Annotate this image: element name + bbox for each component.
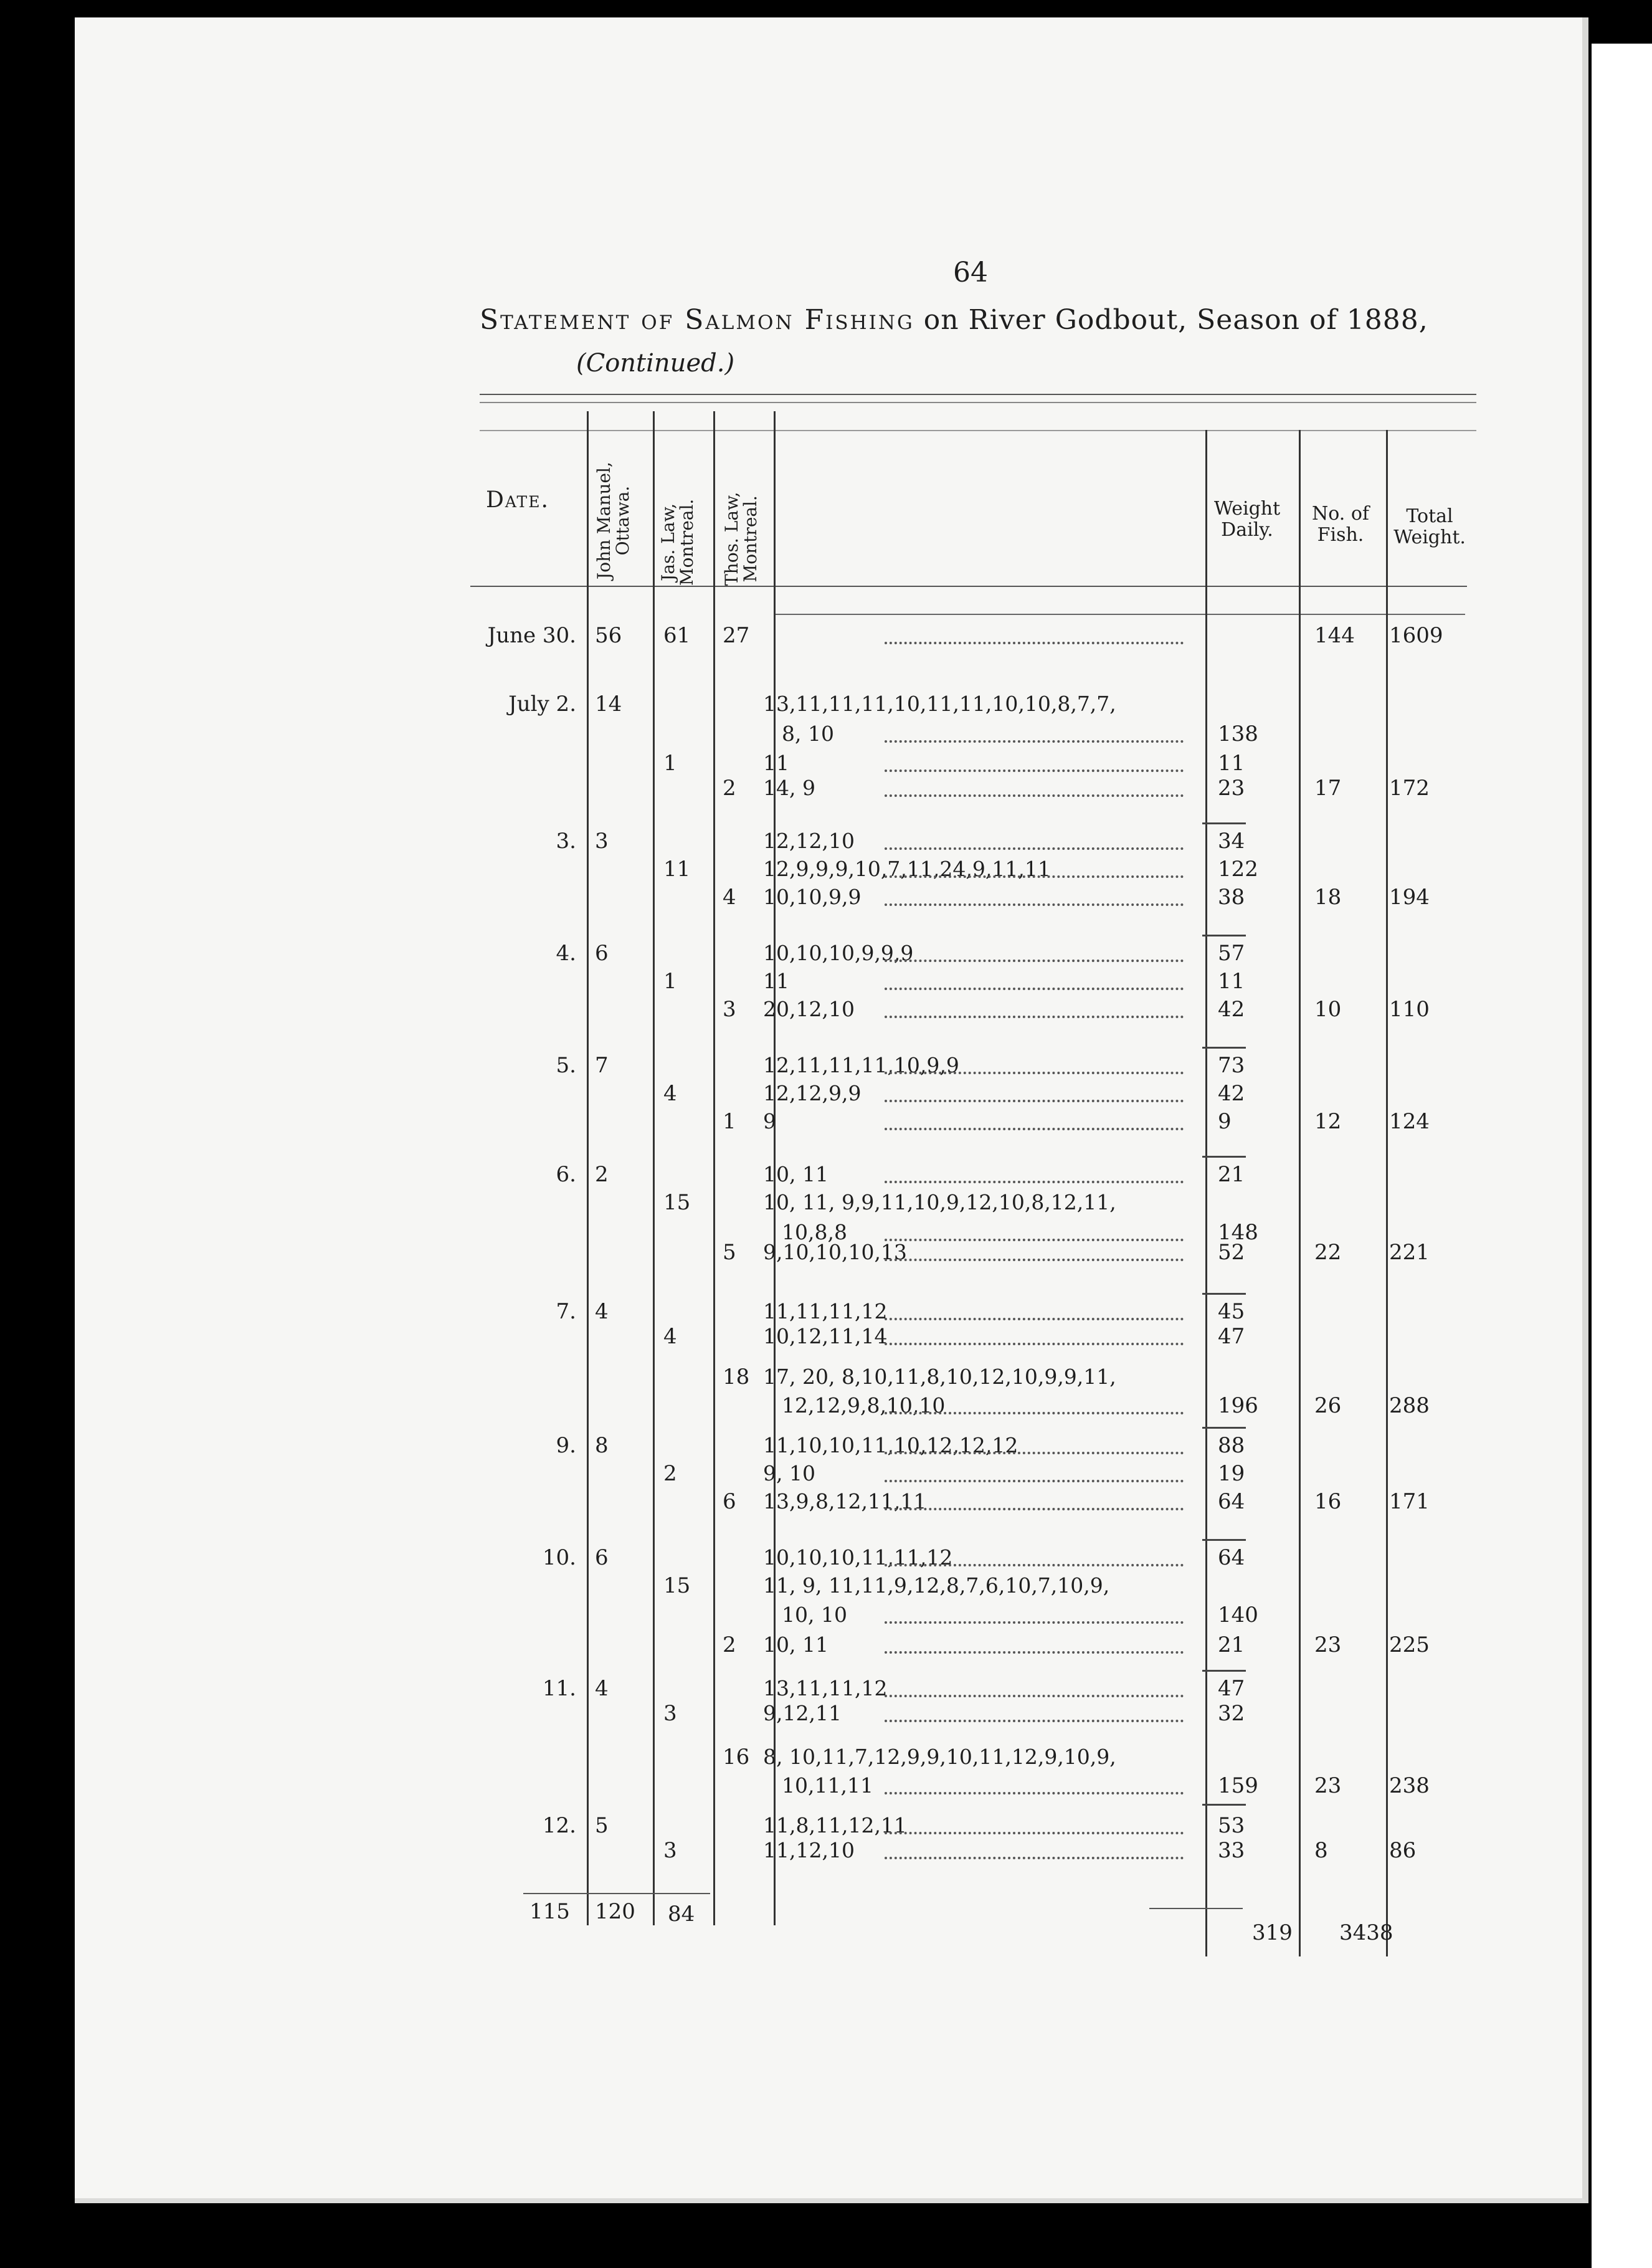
row-weights: 11,11,11,12 bbox=[763, 1299, 888, 1323]
header-thos-law bbox=[723, 492, 760, 586]
dot-leader bbox=[885, 1621, 1184, 1624]
row-weights: 12,11,11,11,10,9,9 bbox=[763, 1053, 959, 1077]
row-no-of-fish: 144 bbox=[1314, 623, 1355, 648]
row-weights: 14, 9 bbox=[763, 776, 815, 800]
dot-leader bbox=[885, 1412, 1184, 1414]
dot-leader bbox=[885, 1832, 1184, 1834]
col-rule-1 bbox=[587, 411, 589, 1925]
row-jas-law: 15 bbox=[663, 1573, 691, 1598]
row-jas-law: 61 bbox=[663, 623, 691, 648]
row-john-manuel: 6 bbox=[595, 941, 609, 966]
row-no-of-fish: 18 bbox=[1314, 885, 1342, 910]
col-rule-2 bbox=[653, 411, 655, 1925]
dot-leader bbox=[885, 875, 1184, 878]
row-no-of-fish: 23 bbox=[1314, 1773, 1342, 1798]
row-thos-law: 18 bbox=[723, 1365, 750, 1389]
header-weight-daily bbox=[1210, 498, 1284, 541]
col-rule-7 bbox=[1386, 430, 1388, 1956]
row-weight-daily: 11 bbox=[1218, 969, 1245, 994]
row-weight-daily: 9 bbox=[1218, 1109, 1232, 1134]
dot-leader bbox=[885, 1318, 1184, 1320]
row-weight-daily: 45 bbox=[1218, 1299, 1245, 1324]
row-no-of-fish: 22 bbox=[1314, 1240, 1342, 1265]
row-date: 4. bbox=[556, 941, 576, 966]
row-jas-law: 4 bbox=[663, 1324, 677, 1349]
header-weight-daily-line2: Daily. bbox=[1221, 519, 1273, 541]
row-weights: 8, 10,11,7,12,9,9,10,11,12,9,10,9, bbox=[763, 1745, 1116, 1769]
row-weights-cont: 10, 10 bbox=[782, 1603, 847, 1627]
row-date: 7. bbox=[556, 1299, 576, 1324]
row-weights: 17, 20, 8,10,11,8,10,12,10,9,9,11, bbox=[763, 1365, 1116, 1389]
header-jas-law-line1: Jas. Law, bbox=[658, 503, 678, 581]
row-john-manuel: 4 bbox=[595, 1299, 609, 1324]
dot-leader bbox=[885, 1128, 1184, 1130]
title-part-2: on River Godbout, Season of 1888, bbox=[923, 304, 1428, 336]
row-thos-law: 16 bbox=[723, 1745, 750, 1770]
group-separator bbox=[1202, 935, 1246, 936]
row-total-weight: 110 bbox=[1389, 997, 1430, 1022]
page-number: 64 bbox=[953, 257, 988, 288]
row-weights: 10,12,11,14 bbox=[763, 1324, 888, 1348]
row-jas-law: 4 bbox=[663, 1081, 677, 1106]
row-weights: 11,12,10 bbox=[763, 1838, 855, 1862]
row-weight-daily: 34 bbox=[1218, 829, 1245, 854]
dot-leader bbox=[885, 1181, 1184, 1183]
row-jas-law: 11 bbox=[663, 857, 691, 882]
row-no-of-fish: 23 bbox=[1314, 1632, 1342, 1657]
row-thos-law: 2 bbox=[723, 1632, 736, 1657]
row-total-weight: 1609 bbox=[1389, 623, 1443, 648]
row-weight-daily: 21 bbox=[1218, 1632, 1245, 1657]
row-no-of-fish: 26 bbox=[1314, 1393, 1342, 1418]
row-total-weight: 86 bbox=[1389, 1838, 1417, 1863]
dot-leader bbox=[885, 1100, 1184, 1102]
dot-leader bbox=[885, 1651, 1184, 1654]
row-weight-daily: 42 bbox=[1218, 997, 1245, 1022]
row-jas-law: 3 bbox=[663, 1701, 677, 1726]
row-weights: 11,8,11,12,11 bbox=[763, 1813, 907, 1837]
top-rule bbox=[480, 394, 1476, 395]
row-thos-law: 3 bbox=[723, 997, 736, 1022]
dot-leader bbox=[885, 1016, 1184, 1018]
row-weights: 9, 10 bbox=[763, 1461, 815, 1485]
row-weights: 10,10,10,9,9,9 bbox=[763, 941, 914, 965]
row-weights: 13,9,8,12,11,11 bbox=[763, 1489, 927, 1513]
dot-leader bbox=[885, 770, 1184, 772]
row-jas-law: 2 bbox=[663, 1461, 677, 1486]
top-rule-2 bbox=[480, 402, 1476, 403]
row-weight-daily: 159 bbox=[1218, 1773, 1258, 1798]
header-john-manuel bbox=[595, 462, 632, 579]
row-weight-daily: 52 bbox=[1218, 1240, 1245, 1265]
dot-leader bbox=[885, 794, 1184, 797]
row-weight-daily: 64 bbox=[1218, 1545, 1245, 1570]
dot-leader bbox=[885, 1452, 1184, 1454]
dot-leader bbox=[885, 1239, 1184, 1241]
page-title bbox=[480, 304, 1428, 336]
dot-leader bbox=[885, 1508, 1184, 1510]
row-date: 11. bbox=[542, 1676, 576, 1701]
row-jas-law: 1 bbox=[663, 751, 677, 776]
row-weights: 10, 11, 9,9,11,10,9,12,10,8,12,11, bbox=[763, 1190, 1116, 1214]
row-john-manuel: 3 bbox=[595, 829, 609, 854]
header-thos-law-line2: Montreal. bbox=[740, 495, 761, 583]
row-weight-daily: 64 bbox=[1218, 1489, 1245, 1514]
row-weight-daily: 122 bbox=[1218, 857, 1258, 882]
row-weight-daily: 38 bbox=[1218, 885, 1245, 910]
total-john-manuel: 115 bbox=[529, 1899, 570, 1924]
row-weights-cont: 12,12,9,8,10,10 bbox=[782, 1393, 946, 1418]
row-date: 5. bbox=[556, 1053, 576, 1078]
header-rule bbox=[470, 586, 1467, 587]
row-weights: 20,12,10 bbox=[763, 997, 855, 1021]
row-no-of-fish: 17 bbox=[1314, 776, 1342, 801]
row-no-of-fish: 12 bbox=[1314, 1109, 1342, 1134]
row-weights: 11,10,10,11,10,12,12,12 bbox=[763, 1433, 1018, 1457]
row-total-weight: 171 bbox=[1389, 1489, 1430, 1514]
header-john-manuel-line1: John Manuel, bbox=[594, 462, 614, 579]
row-no-of-fish: 16 bbox=[1314, 1489, 1342, 1514]
row-weights: 12,9,9,9,10,7,11,24,9,11,11 bbox=[763, 857, 1051, 881]
row-john-manuel: 6 bbox=[595, 1545, 609, 1570]
row-weights: 11 bbox=[763, 751, 789, 775]
group-separator bbox=[1202, 1047, 1246, 1049]
row-john-manuel: 4 bbox=[595, 1676, 609, 1701]
header-john-manuel-line2: Ottawa. bbox=[612, 485, 633, 556]
dot-leader bbox=[885, 1857, 1184, 1859]
dot-leader bbox=[885, 740, 1184, 743]
row-jas-law: 15 bbox=[663, 1190, 691, 1215]
dot-leader bbox=[885, 1480, 1184, 1482]
row-weight-daily: 88 bbox=[1218, 1433, 1245, 1458]
header-no-of-fish-line1: No. of bbox=[1311, 503, 1370, 525]
row-weight-daily: 57 bbox=[1218, 941, 1245, 966]
row-john-manuel: 14 bbox=[595, 692, 622, 717]
row-weights: 11, 9, 11,11,9,12,8,7,6,10,7,10,9, bbox=[763, 1573, 1110, 1598]
title-part-1: Statement of Salmon Fishing bbox=[480, 304, 914, 336]
dot-leader bbox=[885, 642, 1184, 644]
group-separator bbox=[1202, 1427, 1246, 1429]
row-jas-law: 3 bbox=[663, 1838, 677, 1863]
row-weight-daily: 138 bbox=[1218, 722, 1258, 746]
group-separator bbox=[1202, 1539, 1246, 1541]
row-date: 9. bbox=[556, 1433, 576, 1458]
header-no-of-fish bbox=[1303, 503, 1378, 546]
row-date: July 2. bbox=[508, 692, 576, 717]
row-date: 3. bbox=[556, 829, 576, 854]
row-weight-daily: 148 bbox=[1218, 1220, 1258, 1245]
total-thos-law: 84 bbox=[668, 1902, 695, 1927]
totals-rule-right bbox=[1149, 1908, 1243, 1909]
dot-leader bbox=[885, 960, 1184, 962]
row-weights-cont: 10,11,11 bbox=[782, 1773, 873, 1798]
row-weight-daily: 33 bbox=[1218, 1838, 1245, 1863]
row-total-weight: 225 bbox=[1389, 1632, 1430, 1657]
page-subtitle: (Continued.) bbox=[576, 349, 735, 378]
row-date: 12. bbox=[542, 1813, 576, 1838]
header-rule-2 bbox=[774, 614, 1465, 615]
row-thos-law: 1 bbox=[723, 1109, 736, 1134]
row-weight-daily: 73 bbox=[1218, 1053, 1245, 1078]
dot-leader bbox=[885, 847, 1184, 850]
dot-leader bbox=[885, 903, 1184, 906]
totals-rule bbox=[523, 1893, 710, 1894]
row-john-manuel: 2 bbox=[595, 1162, 609, 1187]
row-john-manuel: 8 bbox=[595, 1433, 609, 1458]
row-thos-law: 27 bbox=[723, 623, 750, 648]
row-weight-daily: 47 bbox=[1218, 1676, 1245, 1701]
header-total-weight bbox=[1386, 506, 1473, 548]
row-weights: 9 bbox=[763, 1109, 776, 1133]
dot-leader bbox=[885, 988, 1184, 990]
group-separator bbox=[1202, 1670, 1246, 1672]
row-weights: 13,11,11,11,10,11,11,10,10,8,7,7, bbox=[763, 692, 1116, 716]
top-rule-3 bbox=[480, 430, 1476, 431]
row-weight-daily: 11 bbox=[1218, 751, 1245, 776]
row-weights-cont: 8, 10 bbox=[782, 722, 834, 746]
row-date: June 30. bbox=[487, 623, 576, 648]
total-no-of-fish: 319 bbox=[1252, 1920, 1293, 1945]
row-john-manuel: 7 bbox=[595, 1053, 609, 1078]
header-weight-daily-line1: Weight bbox=[1213, 498, 1281, 520]
row-weight-daily: 47 bbox=[1218, 1324, 1245, 1349]
dot-leader bbox=[885, 1720, 1184, 1722]
col-rule-6 bbox=[1299, 430, 1301, 1956]
page-scan bbox=[75, 17, 1588, 2203]
row-no-of-fish: 10 bbox=[1314, 997, 1342, 1022]
row-weights: 9,10,10,10,13 bbox=[763, 1240, 907, 1264]
row-weight-daily: 21 bbox=[1218, 1162, 1245, 1187]
row-date: 10. bbox=[542, 1545, 576, 1570]
row-weights: 10, 11 bbox=[763, 1162, 828, 1186]
total-weight-sum: 3438 bbox=[1339, 1920, 1393, 1945]
row-no-of-fish: 8 bbox=[1314, 1838, 1328, 1863]
row-weight-daily: 53 bbox=[1218, 1813, 1245, 1838]
group-separator bbox=[1202, 1804, 1246, 1806]
row-weight-daily: 32 bbox=[1218, 1701, 1245, 1726]
row-weight-daily: 196 bbox=[1218, 1393, 1258, 1418]
row-thos-law: 5 bbox=[723, 1240, 736, 1265]
row-thos-law: 2 bbox=[723, 776, 736, 801]
header-total-weight-line2: Weight. bbox=[1393, 526, 1466, 548]
group-separator bbox=[1202, 1156, 1246, 1158]
row-weights: 10,10,10,11,11,12 bbox=[763, 1545, 953, 1570]
header-jas-law-line2: Montreal. bbox=[676, 498, 697, 586]
row-total-weight: 194 bbox=[1389, 885, 1430, 910]
col-rule-5 bbox=[1205, 430, 1207, 1956]
row-total-weight: 124 bbox=[1389, 1109, 1430, 1134]
dot-leader bbox=[885, 1072, 1184, 1074]
dot-leader bbox=[885, 1343, 1184, 1345]
row-total-weight: 172 bbox=[1389, 776, 1430, 801]
row-date: 6. bbox=[556, 1162, 576, 1187]
row-weights: 12,12,10 bbox=[763, 829, 855, 853]
row-weights: 13,11,11,12 bbox=[763, 1676, 888, 1700]
row-weight-daily: 42 bbox=[1218, 1081, 1245, 1106]
row-john-manuel: 56 bbox=[595, 623, 622, 648]
dot-leader bbox=[885, 1792, 1184, 1794]
row-weights: 11 bbox=[763, 969, 789, 993]
dot-leader bbox=[885, 1259, 1184, 1261]
group-separator bbox=[1202, 1293, 1246, 1295]
row-weight-daily: 140 bbox=[1218, 1603, 1258, 1627]
header-jas-law bbox=[659, 499, 696, 586]
row-weights: 10, 11 bbox=[763, 1632, 828, 1657]
row-weight-daily: 23 bbox=[1218, 776, 1245, 801]
header-date: Date. bbox=[486, 487, 549, 513]
col-rule-3 bbox=[713, 411, 715, 1925]
dot-leader bbox=[885, 1564, 1184, 1566]
header-no-of-fish-line2: Fish. bbox=[1317, 524, 1364, 546]
row-weights: 9,12,11 bbox=[763, 1701, 842, 1725]
header-total-weight-line1: Total bbox=[1406, 505, 1453, 527]
scan-edge bbox=[1592, 44, 1652, 2268]
row-thos-law: 4 bbox=[723, 885, 736, 910]
row-jas-law: 1 bbox=[663, 969, 677, 994]
total-jas-law: 120 bbox=[595, 1899, 635, 1924]
row-john-manuel: 5 bbox=[595, 1813, 609, 1838]
row-total-weight: 238 bbox=[1389, 1773, 1430, 1798]
row-weight-daily: 19 bbox=[1218, 1461, 1245, 1486]
row-weights: 12,12,9,9 bbox=[763, 1081, 862, 1105]
row-total-weight: 288 bbox=[1389, 1393, 1430, 1418]
row-weights-cont: 10,8,8 bbox=[782, 1220, 847, 1244]
dot-leader bbox=[885, 1695, 1184, 1697]
row-weights: 10,10,9,9 bbox=[763, 885, 862, 909]
header-thos-law-line1: Thos. Law, bbox=[721, 492, 742, 586]
row-thos-law: 6 bbox=[723, 1489, 736, 1514]
row-total-weight: 221 bbox=[1389, 1240, 1430, 1265]
group-separator bbox=[1202, 822, 1246, 824]
